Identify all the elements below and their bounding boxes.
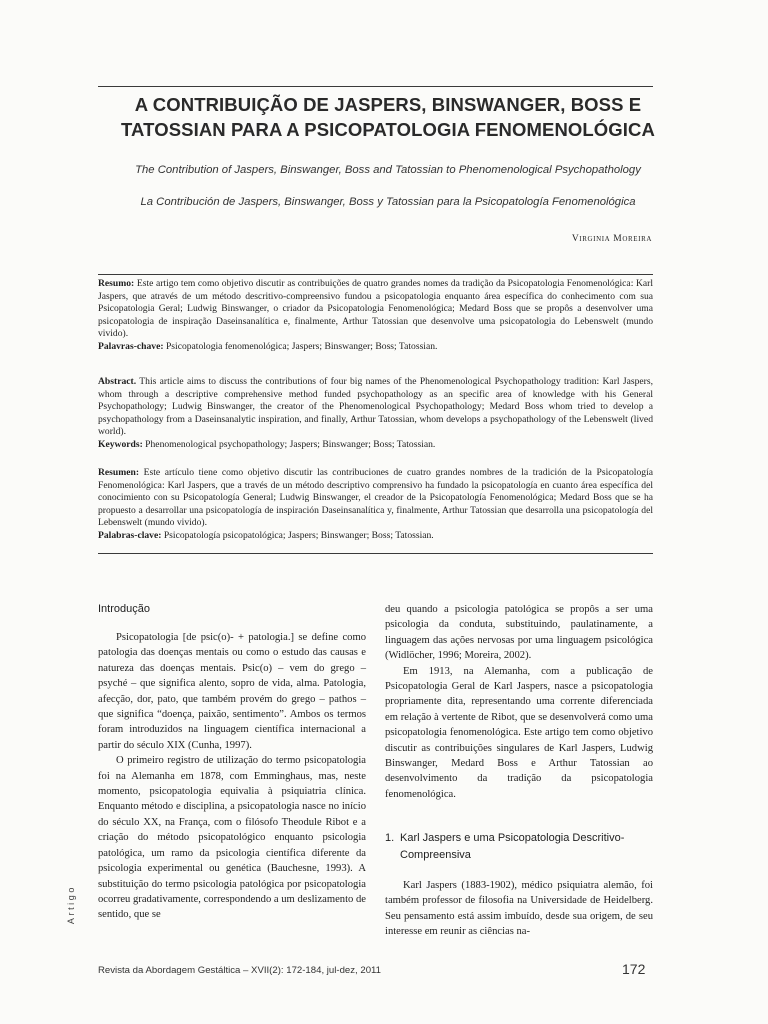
- resumo-text: Este artigo tem como objetivo discutir as contribuições de quatro grandes nomes da tradição da Psicopatologia Fenomenológica: Karl Jaspers, que através de um método descritivo-compreensivo fundou a psicopatologia enquanto área específica do conhecimento com sua Psicopatologia Geral; Ludwig Binswanger, o criador da Psicopatologia Fenomenológica; Medard Boss que se propôs a desenvolver uma psicopatologia de inspiração Daseinsanalítica e, finalmente, Arthur Tatossian que desenvolve uma psicopatologia do Lebenswelt (mundo vivido).: [98, 278, 653, 340]
- section-1-number: 1.: [385, 832, 395, 844]
- left-column: [98, 630, 366, 923]
- abstract-bottom-rule: [98, 553, 653, 554]
- top-rule: [98, 86, 653, 87]
- right-column-bottom: [385, 878, 653, 940]
- side-label: Artigo: [66, 885, 76, 925]
- resumo-keywords-text: Psicopatologia fenomenológica; Jaspers; Binswanger; Boss; Tatossian.: [165, 340, 438, 352]
- subtitle-spanish: La Contribución de Jaspers, Binswanger, Boss y Tatossian para la Psicopatología Fenomenológica: [140, 196, 636, 208]
- resumen-keywords-label: Palabras-clave:: [98, 529, 162, 541]
- page-number: 172: [622, 961, 646, 977]
- resumo-block: [98, 278, 653, 354]
- subtitle-english: The Contribution of Jaspers, Binswanger, Boss and Tatossian to Phenomenological Psychopathology: [135, 164, 641, 176]
- resumen-paragraph: [98, 467, 653, 530]
- right-paragraph-1: deu quando a psicologia patológica se propôs a ser uma psicologia da conduta, substituindo, paulatinamente, a linguagem das ações nervosas por uma linguagem psicológica (Widlöcher, 1996; Moreira, 2002).: [385, 604, 653, 662]
- abstract-block: [98, 376, 653, 452]
- abstract-paragraph: [98, 376, 653, 439]
- abstract-keywords: [98, 439, 653, 452]
- abstract-label: Abstract.: [98, 376, 137, 387]
- resumo-keywords: [98, 341, 653, 354]
- author-name: Virginia Moreira: [571, 234, 652, 244]
- left-paragraph-2: O primeiro registro de utilização do termo psicopatologia foi na Alemanha em 1878, com Emminghaus, mas, neste momento, psicopatologia equivalia à psiquiatria clínica. Enquanto método e disciplina, a psicopatologia nasce no início do século XX, na França, com o filósofo Theodule Ribot e a criação do método psicopatológico enquanto psicologia patológica, um ramo da psicologia científica diferente da psicologia experimental ou genética (Bauchesne, 1993). A substituição do termo psicologia patológica por psicopatologia ocorreu gradativamente, correspondendo a um deslizamento de sentido, que se: [98, 755, 366, 921]
- resumen-keywords: [98, 530, 653, 543]
- resumen-keywords-text: Psicopatología psicopatológica; Jaspers; Binswanger; Boss; Tatossian.: [163, 529, 434, 541]
- abstract-keywords-label: Keywords:: [98, 438, 143, 450]
- right-paragraph-2: Em 1913, na Alemanha, com a publicação de Psicopatologia Geral de Karl Jaspers, nasce a psicopatologia propriamente dita, representando uma corrente diferenciada em relação à vertente de Ribot, que se desenvolverá como uma psicopatologia fenomenológica. Este artigo tem como objetivo discutir as contribuições singulares de Karl Jaspers, Ludwig Binswanger, Medard Boss e Arthur Tatossian ao desenvolvimento da tradição da psicopatologia fenomenológica.: [385, 665, 653, 800]
- right-paragraph-3: Karl Jaspers (1883-1902), médico psiquiatra alemão, foi também professor de filosofia na Universidade de Heidelberg. Seu pensamento está assim imbuído, desde sua origem, de seu interesse em reunir as ciências na-: [385, 880, 653, 938]
- journal-footer: Revista da Abordagem Gestáltica – XVII(2): 172-184, jul-dez, 2011: [98, 965, 381, 976]
- article-title: A CONTRIBUIÇÃO DE JASPERS, BINSWANGER, BOSS E TATOSSIAN PARA A PSICOPATOLOGIA FENOMENOLÓGICA: [121, 94, 655, 140]
- intro-heading: Introdução: [98, 603, 150, 615]
- resumen-block: [98, 467, 653, 543]
- resumen-text: Este artículo tiene como objetivo discutir las contribuciones de cuatro grandes nombres de la tradición de la Psicopatología Fenomenológica: Karl Jaspers, que a través de un método descriptivo comprensivo ha fundado la psicopatología en cuanto área específica del conocimiento con su Psicopatología General; Ludwig Binswanger, el creador de la Psicopatología Fenomenológica; Medard Boss que se ha propuesto a desarrollar una psicopatología de inspiración Daseinsanalítica y, finalmente, Arthur Tatossian que desarrolla una psicopatología del Lebenswelt (mundo vivido).: [98, 467, 653, 529]
- left-paragraph-1: Psicopatologia [de psic(o)- + patologia.] se define como patologia das doenças mentais ou como o estudo das causas e natureza das doenças mentais. Psic(o) – vem do grego – psyché – que significa alento, sopro de vida, alma. Patologia, afecção, dor, pato, que também provém do grego – pathos – que significa “doença, paixão, sentimento”. Ambos os termos foram introduzidos na linguagem científica internacional a partir do século XIX (Cunha, 1997).: [98, 632, 366, 751]
- resumo-label: Resumo:: [98, 278, 135, 289]
- abstract-keywords-text: Phenomenological psychopathology; Jaspers; Binswanger; Boss; Tatossian.: [145, 438, 436, 450]
- section-1-title: Karl Jaspers e uma Psicopatologia Descritivo-Compreensiva: [400, 832, 625, 861]
- section-1-heading: [385, 830, 653, 864]
- abstract-top-rule: [98, 274, 653, 275]
- abstract-text: This article aims to discuss the contributions of four big names of the Phenomenological Psychopathology tradition: Karl Jaspers, whom through a descriptive comprehensive method funded psychopathology as an specific area of knowledge with his General Psychopathology; Ludwig Binswanger, the creator of the Phenomenological Psychopathology; Medard Boss whom tried to develop a psychopathology from a Daseinsanalytic inspiration, and finally, Arthur Tatossian, whom develops a psychopathology of the Lebenswelt (lived world).: [98, 376, 653, 438]
- resumo-keywords-label: Palavras-chave:: [98, 340, 164, 352]
- resumo-paragraph: [98, 278, 653, 341]
- right-column-top: [385, 602, 653, 802]
- resumen-label: Resumen:: [98, 467, 140, 478]
